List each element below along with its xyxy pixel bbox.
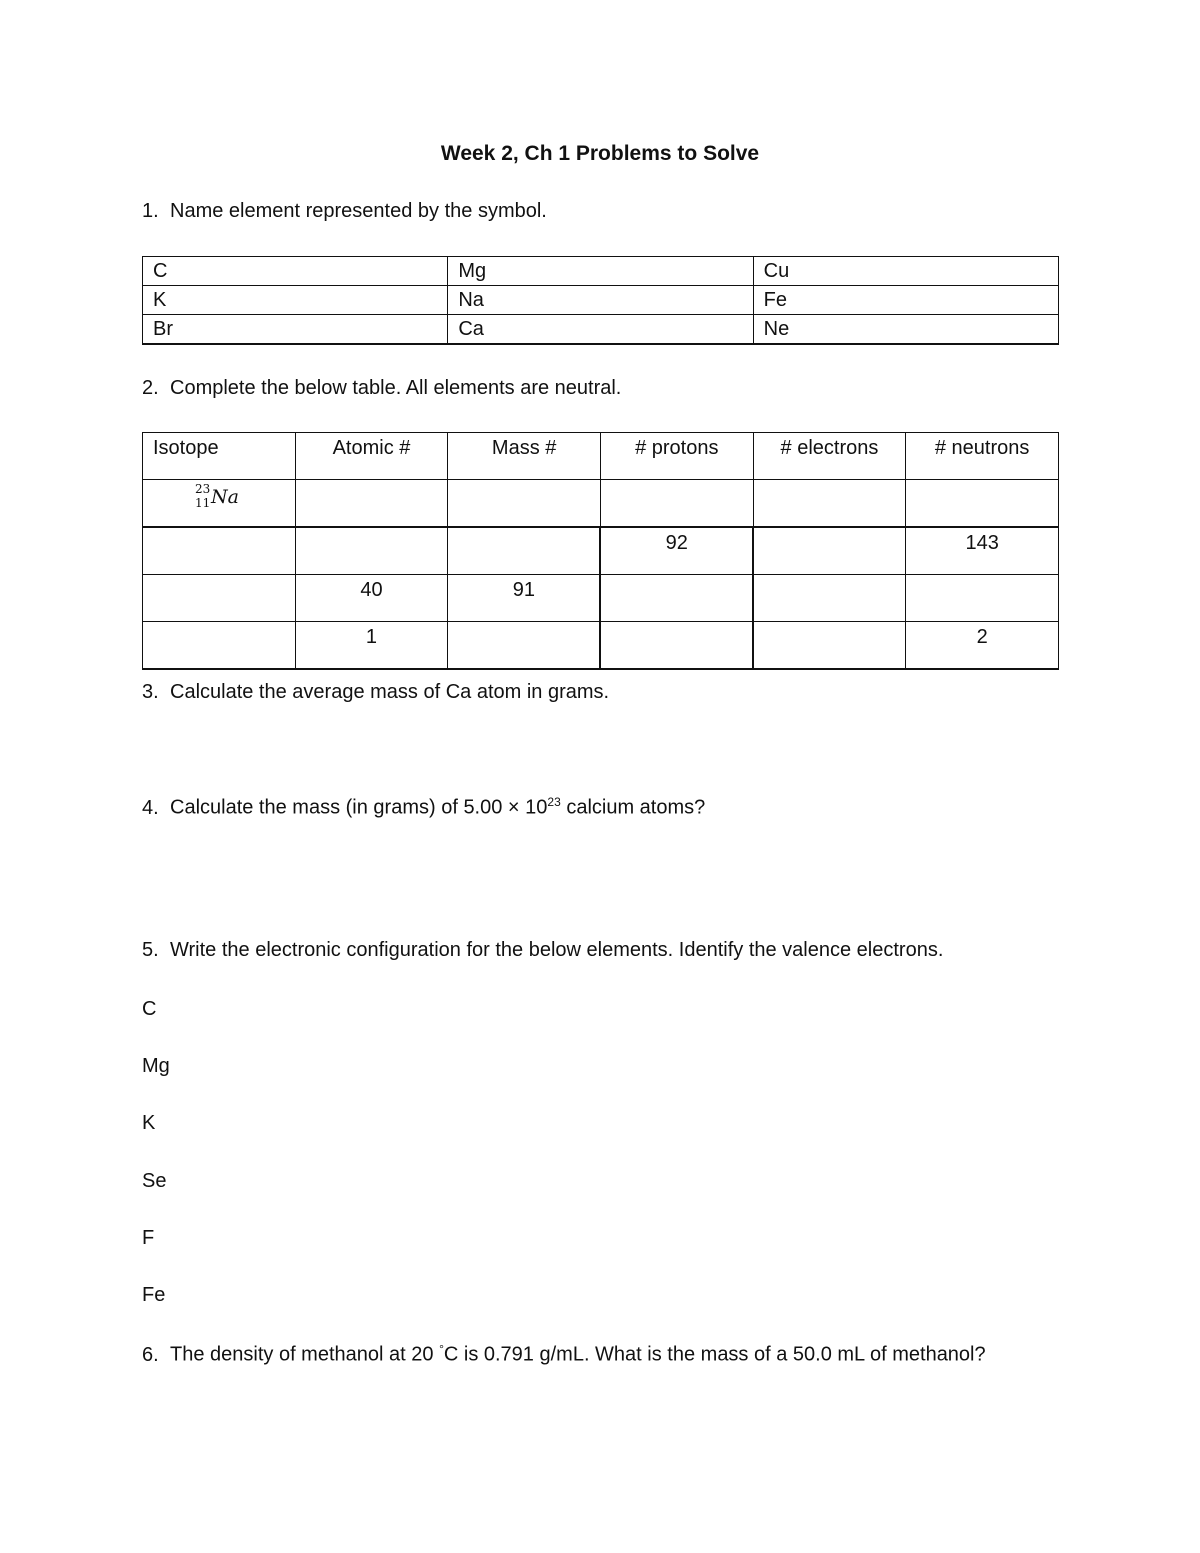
table-cell <box>753 527 906 575</box>
table-cell: Mg <box>448 257 753 286</box>
table-cell: 91 <box>448 575 601 622</box>
table-cell <box>906 575 1059 622</box>
table-row <box>143 527 1059 575</box>
page-title: Week 2, Ch 1 Problems to Solve <box>440 142 760 165</box>
table-cell: K <box>143 286 448 315</box>
table-row <box>143 622 1059 670</box>
table-cell: 2 <box>906 622 1059 670</box>
element-symbols-table <box>142 256 1059 345</box>
question-2 <box>142 377 621 400</box>
table-header-cell: # protons <box>600 433 753 480</box>
question-3 <box>142 681 609 704</box>
question-number: 6. <box>142 1343 159 1366</box>
table-cell <box>448 480 601 528</box>
table-cell <box>143 622 296 670</box>
question-5 <box>142 939 943 962</box>
question-number: 3. <box>142 681 159 703</box>
question-number: 2. <box>142 377 159 399</box>
table-header-cell: Isotope <box>143 433 296 480</box>
element-label-k: K <box>142 1112 156 1134</box>
table-cell: C <box>143 257 448 286</box>
table-row <box>143 480 1059 528</box>
table-cell <box>753 622 906 670</box>
table-header-row <box>143 433 1059 480</box>
table-row <box>143 286 1059 315</box>
table-cell <box>295 480 448 528</box>
table-header-cell: Mass # <box>448 433 601 480</box>
table-cell: 143 <box>906 527 1059 575</box>
table-cell <box>600 622 753 670</box>
question-4 <box>142 795 705 820</box>
table-cell <box>448 527 601 575</box>
degree-symbol: ° <box>439 1342 444 1356</box>
table-cell: Ca <box>448 315 753 345</box>
isotope-symbol-cell <box>143 480 296 528</box>
table-row <box>143 575 1059 622</box>
question-text-end: C is 0.791 g/mL. What is the mass of a 50.0 mL of methanol? <box>443 1343 986 1366</box>
isotope-table <box>142 432 1059 670</box>
table-header-cell: Atomic # <box>295 433 448 480</box>
isotope-atomic-number: 11 <box>195 496 211 510</box>
element-label-c: C <box>142 998 157 1020</box>
question-text: The density of methanol at 20 <box>170 1343 440 1366</box>
table-cell <box>600 480 753 528</box>
element-label-mg: Mg <box>142 1055 170 1077</box>
table-cell: Br <box>143 315 448 345</box>
question-text: Complete the below table. All elements are neutral. <box>170 377 622 399</box>
table-cell: 1 <box>295 622 448 670</box>
element-label-se: Se <box>142 1170 167 1192</box>
question-number: 1. <box>142 200 159 222</box>
table-cell <box>448 622 601 670</box>
table-cell: Fe <box>753 286 1058 315</box>
table-cell <box>143 575 296 622</box>
table-cell <box>753 480 906 528</box>
table-cell <box>600 575 753 622</box>
question-text: Calculate the mass (in grams) of 5.00 × 10 <box>170 796 548 819</box>
table-cell: 40 <box>295 575 448 622</box>
table-cell <box>295 527 448 575</box>
question-text-end: calcium atoms? <box>560 796 706 819</box>
question-number: 4. <box>142 796 159 819</box>
table-cell: Cu <box>753 257 1058 286</box>
isotope-element-symbol: Na <box>211 486 239 508</box>
table-cell <box>753 575 906 622</box>
table-header-cell: # neutrons <box>906 433 1059 480</box>
isotope-notation <box>153 482 239 514</box>
question-text: Write the electronic configuration for the below elements. Identify the valence electrons. <box>170 939 944 961</box>
table-cell: 92 <box>600 527 753 575</box>
table-row <box>143 257 1059 286</box>
question-1 <box>142 200 547 223</box>
question-text: Calculate the average mass of Ca atom in grams. <box>170 681 610 703</box>
table-header-cell: # electrons <box>753 433 906 480</box>
table-cell <box>143 527 296 575</box>
question-6 <box>142 1342 986 1367</box>
question-text: Name element represented by the symbol. <box>170 200 547 222</box>
element-label-f: F <box>142 1227 155 1249</box>
table-cell: Ne <box>753 315 1058 345</box>
exponent: 23 <box>547 795 561 809</box>
table-cell <box>906 480 1059 528</box>
table-row <box>143 315 1059 345</box>
isotope-mass-number: 23 <box>195 482 211 496</box>
element-label-fe: Fe <box>142 1284 166 1306</box>
table-cell: Na <box>448 286 753 315</box>
question-number: 5. <box>142 939 159 961</box>
